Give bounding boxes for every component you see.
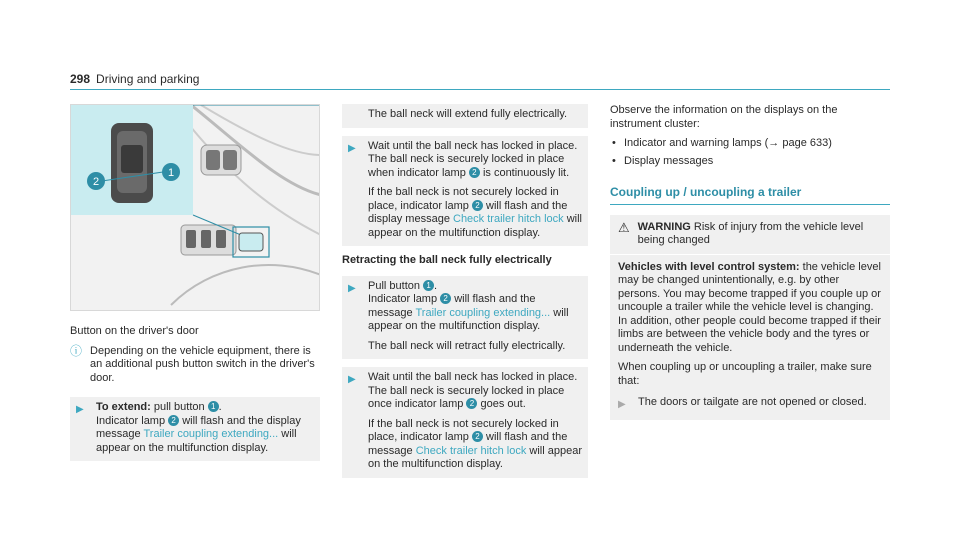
step-wait-1 — [342, 136, 588, 247]
step-text: goes out. — [477, 398, 526, 410]
ref-2: 2 — [168, 415, 179, 426]
header-rule — [70, 89, 890, 90]
callout-2-label: 2 — [92, 176, 100, 188]
warning-icon: ⚠ — [618, 219, 630, 235]
display-message: Check trailer hitch lock — [453, 213, 564, 225]
warning-head: Risk of injury from the vehicle level being changed — [637, 220, 864, 246]
step-text: The ball neck will extend fully electrically. — [368, 108, 568, 120]
step-text: If the ball neck is not securely locked in place, indicator lamp — [368, 186, 559, 212]
step-text: If the ball neck is not securely locked in place, indicator lamp — [368, 417, 559, 443]
section-rule — [610, 204, 890, 205]
step-text: Indicator lamp — [368, 293, 441, 305]
warning-bold: Vehicles with level control system: — [618, 260, 800, 273]
ref-1: 1 — [423, 280, 434, 291]
step-text: . — [434, 279, 438, 292]
retract-heading: Retracting the ball neck fully electrically — [342, 254, 552, 266]
step-extend — [70, 397, 320, 461]
ref-2: 2 — [466, 398, 477, 409]
step-arrow-icon: ▶ — [348, 142, 356, 154]
list-item: • Indicator and warning lamps (→ page 633) — [610, 137, 890, 151]
warning-step — [618, 394, 882, 414]
column-1 — [70, 325, 320, 469]
step-text: will flash and the display message — [96, 414, 301, 440]
ref-2: 2 — [472, 431, 483, 442]
warning-text: When coupling up or uncoupling a trailer, make sure that: — [618, 361, 872, 387]
display-message: Trailer coupling extending... — [415, 306, 551, 319]
step-text: Wait until the ball neck has locked in place. The ball neck is securely locked in place when indicator lamp — [368, 139, 578, 179]
step-text: Indicator lamp — [96, 414, 169, 427]
display-message: Trailer coupling extending... — [143, 428, 279, 440]
display-message: Check trailer hitch lock — [415, 444, 527, 457]
step-text: will appear on the multifunction display. — [96, 428, 297, 454]
ref-2: 2 — [469, 167, 480, 178]
step-wait-2 — [342, 367, 588, 478]
step-arrow-icon: ▶ — [76, 404, 84, 415]
step-text: pull button — [150, 401, 208, 413]
step-text: The doors or tailgate are not opened or closed. — [638, 396, 867, 408]
step-lead: To extend: — [96, 401, 151, 413]
figure-caption: Button on the driver's door — [70, 325, 199, 337]
info-list — [610, 137, 890, 168]
list-item: • Display messages — [610, 155, 890, 169]
step-text: Wait until the ball neck has locked in place. The ball neck is securely locked in place once indicator lamp — [368, 371, 578, 410]
ref-2: 2 — [440, 293, 451, 304]
column-3 — [610, 104, 890, 420]
step-text: will flash and the message — [368, 431, 568, 457]
step-text: Pull button — [368, 279, 424, 292]
callout-1-label: 1 — [167, 167, 175, 179]
step-text: will appear on the multifunction display. — [368, 444, 582, 470]
step-text: will appear on the multifunction display. — [368, 213, 582, 239]
warning-label: WARNING — [637, 220, 691, 233]
page-number: 298 — [70, 72, 91, 86]
step-pull — [342, 276, 588, 360]
door-illustration — [71, 105, 320, 311]
page-header — [70, 72, 199, 86]
warning-box — [610, 215, 890, 420]
step-text: The ball neck will retract fully electrically. — [368, 339, 566, 352]
step-arrow-icon: ▶ — [348, 374, 356, 385]
ref-1: 1 — [208, 401, 219, 412]
warning-text: the vehicle level may be changed unintentionally, e.g. by other persons. You may become trapped if you couple up or uncouple a trailer while the vehicle level is changing. In addition, other people could become trapped if their limbs are between the vehicle body and the tyres or underneath the vehicle. — [618, 260, 881, 354]
section-title: Driving and parking — [96, 72, 200, 86]
ref-2: 2 — [472, 200, 483, 211]
section-heading: Coupling up / uncoupling a trailer — [610, 185, 802, 199]
step-text: will flash and the message — [368, 293, 536, 319]
info-note — [70, 345, 320, 386]
step-text: is continuously lit. — [479, 166, 570, 179]
step-text: will flash and the display message — [368, 199, 568, 225]
note-text: Depending on the vehicle equipment, there is an additional push button switch in the driver's door. — [90, 344, 315, 384]
step-arrow-icon: ▶ — [348, 282, 356, 294]
step-text: will appear on the multifunction display. — [368, 306, 569, 332]
column-2 — [342, 104, 588, 486]
info-icon: ⓘ — [70, 343, 83, 358]
step-arrow-icon: ▶ — [618, 399, 626, 410]
intro-text: Observe the information on the displays on the instrument cluster: — [610, 104, 838, 130]
door-button-figure — [70, 104, 320, 311]
step-continued — [342, 104, 588, 128]
step-text: . — [218, 401, 222, 413]
